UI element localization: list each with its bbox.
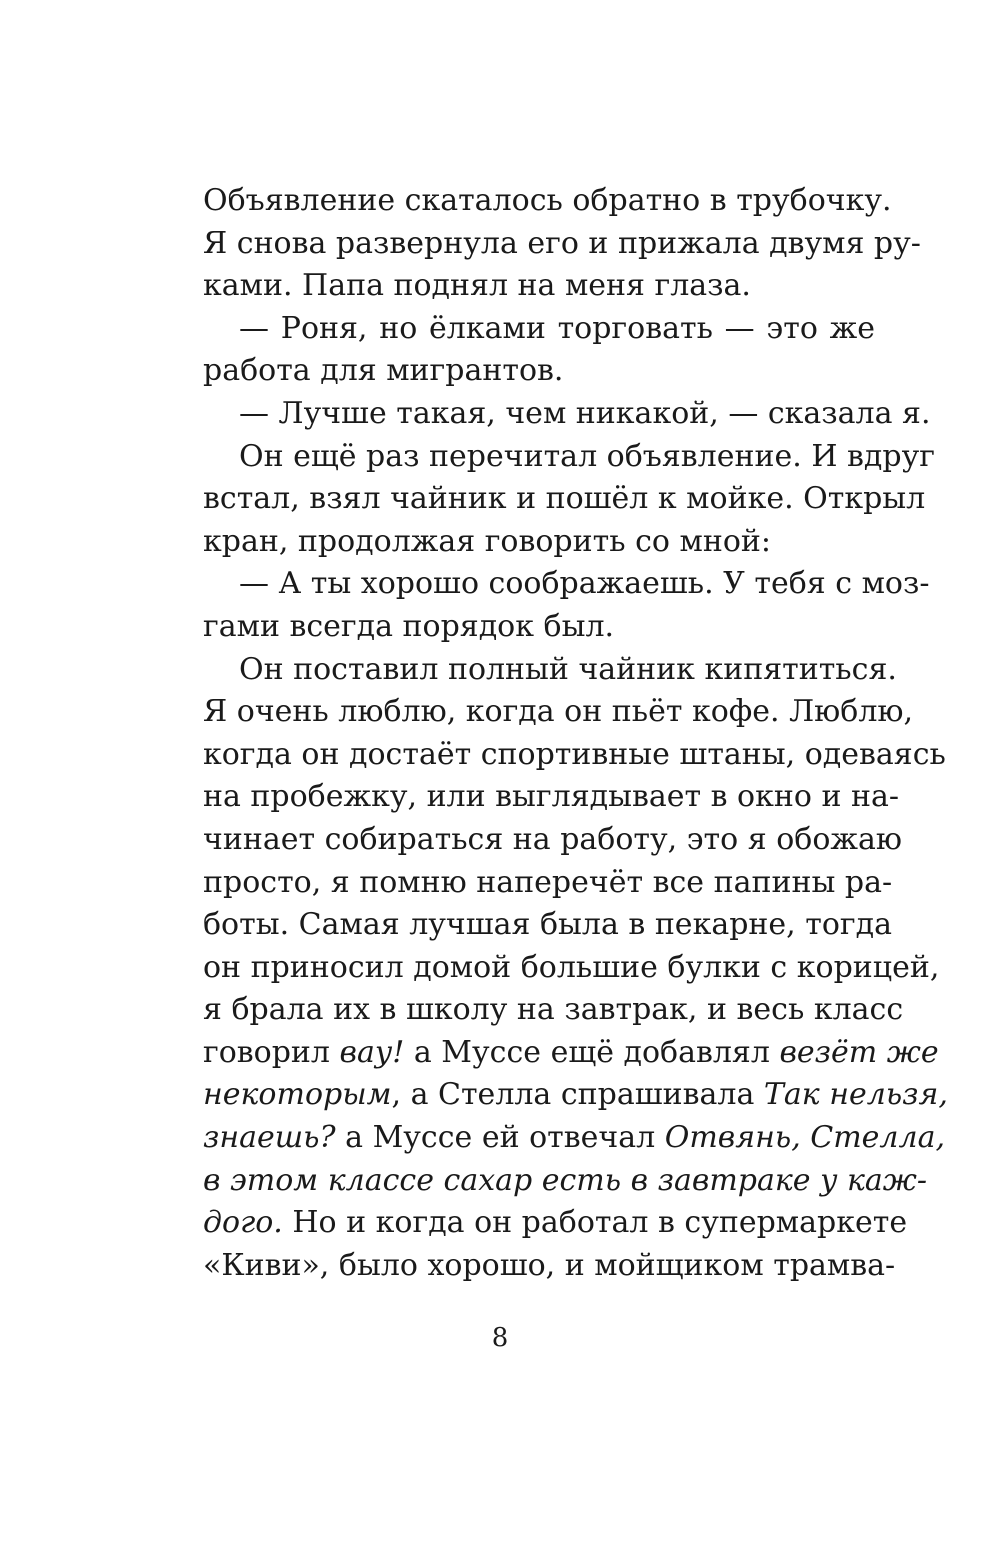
text-span: Объявление скаталось обратно в трубочку. xyxy=(203,183,892,218)
text-line xyxy=(203,1074,948,1117)
text-line xyxy=(203,734,946,777)
text-span: чинает собираться на работу, это я обожаю xyxy=(203,821,902,857)
text-span: «Киви», было хорошо, и мойщиком трамва- xyxy=(203,1247,896,1283)
page-number: 8 xyxy=(491,1323,509,1353)
text-line xyxy=(203,691,914,734)
text-span: на пробежку, или выглядывает в окно и на- xyxy=(203,779,900,815)
text-line xyxy=(203,819,902,862)
text-line xyxy=(203,1202,908,1245)
text-span: Я очень люблю, когда он пьёт кофе. Люблю, xyxy=(203,694,914,730)
text-span: Но и когда он работал в супермаркете xyxy=(282,1205,908,1241)
text-line xyxy=(203,393,931,436)
text-line xyxy=(203,478,926,521)
text-line xyxy=(203,265,875,308)
text-span: Он ещё раз перечитал объявление. И вдруг xyxy=(239,438,935,474)
italic-text-span: вау! xyxy=(339,1034,405,1070)
italic-text-span: Отвянь, Стелла, xyxy=(664,1120,946,1156)
text-line xyxy=(203,521,875,564)
text-span: встал, взял чайник и пошёл к мойке. Открыл xyxy=(203,481,926,517)
italic-text-span: Так нельзя, xyxy=(763,1077,948,1113)
text-span: — Роня, но ёлками торговать — это же xyxy=(239,310,875,346)
text-span: Он поставил полный чайник кипятиться. xyxy=(239,651,897,687)
text-span: когда он достаёт спортивные штаны, одеваясь xyxy=(203,736,946,772)
italic-text-span: в этом классе сахар есть в завтраке у каж- xyxy=(203,1162,928,1198)
text-line xyxy=(203,1117,946,1160)
text-line xyxy=(203,649,897,692)
text-span: а Муссе ей отвечал xyxy=(335,1120,665,1156)
text-span: работа для мигрантов. xyxy=(203,353,564,389)
text-span: говорил xyxy=(203,1034,340,1070)
text-span: просто, я помню наперечёт все папины ра- xyxy=(203,864,893,900)
text-line xyxy=(203,436,935,479)
text-line xyxy=(203,776,900,819)
italic-text-span: некоторым xyxy=(203,1077,392,1113)
text-span: а Муссе ещё добавлял xyxy=(404,1034,780,1070)
text-line xyxy=(203,223,921,266)
text-line xyxy=(203,1245,896,1288)
text-span: кран, продолжая говорить со мной: xyxy=(203,523,771,559)
text-span: гами всегда порядок был. xyxy=(203,608,615,644)
text-span: , а Стелла спрашивала xyxy=(391,1077,764,1113)
text-line xyxy=(203,1032,939,1075)
text-span: я брала их в школу на завтрак, и весь класс xyxy=(203,992,904,1028)
text-line xyxy=(203,904,892,947)
text-line xyxy=(203,1160,928,1203)
text-span: он приносил домой большие булки с корицей, xyxy=(203,949,940,985)
italic-text-span: дого. xyxy=(203,1205,283,1241)
body-text xyxy=(203,180,948,1287)
text-line xyxy=(203,862,893,905)
text-line xyxy=(203,350,875,393)
text-line xyxy=(203,989,904,1032)
text-line xyxy=(203,180,892,223)
text-span: — А ты хорошо соображаешь. У тебя с моз- xyxy=(239,566,930,602)
italic-text-span: везёт же xyxy=(779,1034,939,1070)
text-span: боты. Самая лучшая была в пекарне, тогда xyxy=(203,907,892,943)
text-line xyxy=(203,563,930,606)
text-span: ками. Папа поднял на меня глаза. xyxy=(203,268,751,304)
text-line xyxy=(203,606,875,649)
italic-text-span: знаешь? xyxy=(203,1120,336,1156)
text-span: — Лучше такая, чем никакой, — сказала я. xyxy=(239,395,931,431)
text-line xyxy=(203,947,940,990)
text-span: Я снова развернула его и прижала двумя ру- xyxy=(203,225,921,261)
text-line xyxy=(203,308,875,351)
